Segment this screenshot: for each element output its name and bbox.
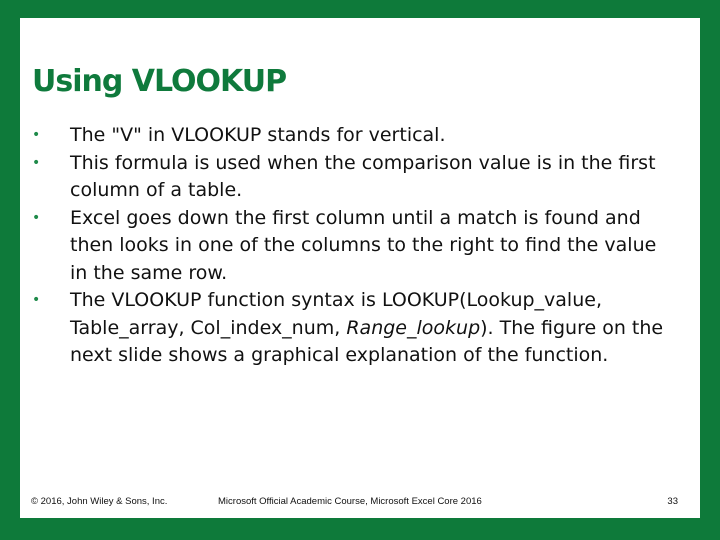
bullet-marker: • xyxy=(32,209,41,226)
footer-page-number: 33 xyxy=(667,496,678,507)
bullet-text: This formula is used when the comparison value is in the first column of a table. xyxy=(70,151,656,201)
bullet-item xyxy=(32,150,672,205)
bullet-text-start: The VLOOKUP function syntax is LOOKUP(Lookup_value, Table_array, Col_index_num, xyxy=(70,289,602,339)
footer-copyright: © 2016, John Wiley & Sons, Inc. xyxy=(31,496,168,507)
bullet-text: Excel goes down the first column until a match is found and then looks in one of the columns to the right to find the value in the same row. xyxy=(70,206,657,284)
bullet-text-emphasis: Range_lookup xyxy=(346,316,481,339)
bullet-item xyxy=(32,287,672,370)
slide xyxy=(20,18,700,518)
footer-course: Microsoft Official Academic Course, Microsoft Excel Core 2016 xyxy=(218,496,482,507)
bullet-text-end: ). The figure on the next slide shows a graphical explanation of the function. xyxy=(70,316,664,366)
bullet-item xyxy=(32,122,672,150)
bullet-marker: • xyxy=(32,154,41,171)
bullet-text: The "V" in VLOOKUP stands for vertical. xyxy=(70,124,446,146)
bullet-marker: • xyxy=(32,292,41,308)
bullet-marker: • xyxy=(32,127,41,143)
slide-title: Using VLOOKUP xyxy=(32,64,287,99)
bullet-item xyxy=(32,205,672,288)
bullet-list xyxy=(32,122,672,370)
